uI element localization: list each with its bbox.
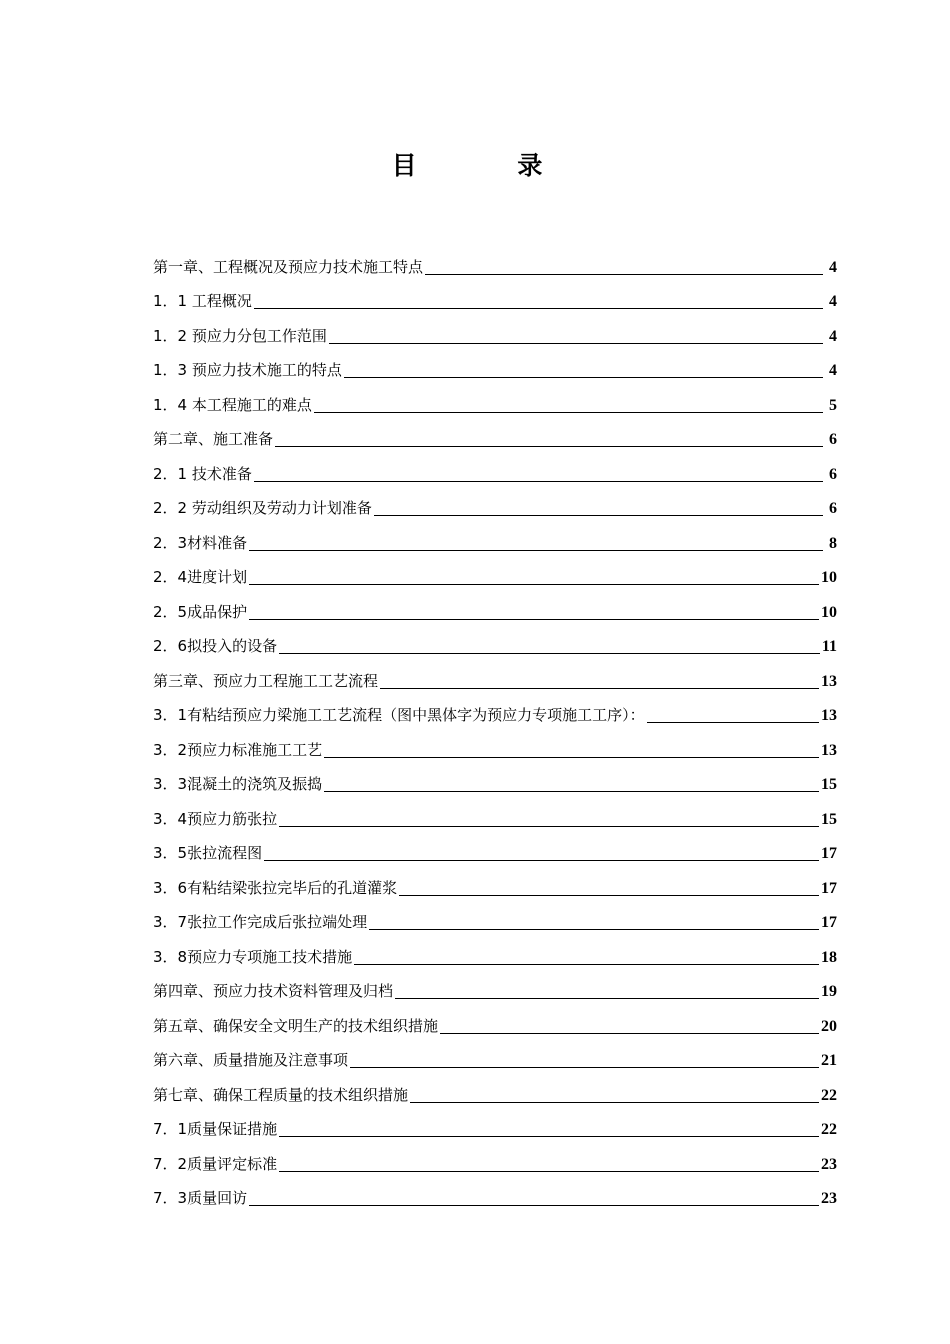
toc-entry-label: 第七章、确保工程质量的技术组织措施 <box>153 1085 409 1104</box>
toc-entry[interactable] <box>153 418 837 453</box>
toc-entry[interactable] <box>153 1177 837 1212</box>
toc-entry[interactable] <box>153 763 837 798</box>
toc-leader-line <box>249 619 819 620</box>
toc-entry-page-number: 6 <box>829 431 837 448</box>
toc-entry-page-number: 4 <box>829 362 837 379</box>
toc-entry-label: 第五章、确保安全文明生产的技术组织措施 <box>153 1016 439 1035</box>
toc-entry-label: 1．4 本工程施工的难点 <box>153 395 312 414</box>
toc-entry-label: 7．3质量回访 <box>153 1189 248 1207</box>
toc-entry-page-number: 10 <box>821 569 837 586</box>
toc-leader-line <box>279 1171 819 1172</box>
toc-leader-line <box>279 653 820 654</box>
toc-entry[interactable] <box>153 970 837 1005</box>
toc-entry-page-number: 8 <box>829 534 837 552</box>
toc-entry[interactable] <box>153 521 837 556</box>
toc-leader-line <box>329 343 823 344</box>
toc-entry-page-number: 17 <box>821 914 837 931</box>
toc-entry[interactable] <box>153 590 837 625</box>
toc-entry-label: 第二章、施工准备 <box>153 430 274 448</box>
toc-entry-label: 第四章、预应力技术资料管理及归档 <box>153 982 394 1000</box>
toc-leader-line <box>264 860 819 861</box>
toc-entry-page-number: 10 <box>821 603 837 621</box>
toc-leader-line <box>279 826 819 827</box>
toc-entry-page-number: 4 <box>829 258 837 276</box>
toc-entry-page-number: 18 <box>821 948 837 966</box>
toc-entry-page-number: 11 <box>821 638 837 655</box>
toc-entry-label: 3．1有粘结预应力梁施工工艺流程（图中黑体字为预应力专项施工工序）： <box>153 706 645 724</box>
toc-entry[interactable] <box>153 245 837 280</box>
toc-entry-page-number: 13 <box>821 741 837 759</box>
toc-entry[interactable] <box>153 349 837 384</box>
toc-entry[interactable] <box>153 452 837 487</box>
toc-entry[interactable] <box>153 728 837 763</box>
toc-entry-label: 2．6拟投入的设备 <box>153 637 278 655</box>
toc-entry[interactable] <box>153 866 837 901</box>
toc-entry[interactable] <box>153 1142 837 1177</box>
toc-entry[interactable] <box>153 1039 837 1074</box>
toc-entry-label: 2．3材料准备 <box>153 533 248 552</box>
toc-entry[interactable] <box>153 797 837 832</box>
toc-leader-line <box>249 550 823 551</box>
toc-entry-page-number: 17 <box>821 879 837 897</box>
toc-leader-line <box>425 274 823 275</box>
toc-entry[interactable] <box>153 935 837 970</box>
toc-list <box>153 245 837 1211</box>
toc-leader-line <box>410 1102 819 1103</box>
toc-entry-label: 3．5张拉流程图 <box>153 844 263 862</box>
toc-entry-page-number: 17 <box>821 845 837 862</box>
toc-entry-label: 3．2预应力标准施工工艺 <box>153 740 323 759</box>
toc-leader-line <box>369 929 819 930</box>
toc-entry[interactable] <box>153 1073 837 1108</box>
toc-entry-page-number: 19 <box>821 983 837 1000</box>
toc-leader-line <box>354 964 819 965</box>
toc-entry-page-number: 13 <box>821 707 837 724</box>
toc-entry-page-number: 4 <box>829 293 837 310</box>
toc-entry-label: 第六章、质量措施及注意事项 <box>153 1051 349 1069</box>
toc-entry-label: 3．6有粘结梁张拉完毕后的孔道灌浆 <box>153 878 398 897</box>
toc-entry-label: 3．7张拉工作完成后张拉端处理 <box>153 913 368 931</box>
toc-entry[interactable] <box>153 694 837 729</box>
toc-entry[interactable] <box>153 487 837 522</box>
toc-entry-label: 2．4进度计划 <box>153 568 248 586</box>
toc-leader-line <box>279 1136 819 1137</box>
toc-entry-label: 1．1 工程概况 <box>153 292 252 310</box>
toc-leader-line <box>324 757 819 758</box>
toc-entry-page-number: 23 <box>821 1190 837 1207</box>
toc-title: 目 录 <box>391 151 589 180</box>
toc-leader-line <box>254 481 823 482</box>
toc-entry-label: 3．3混凝土的浇筑及振捣 <box>153 775 323 793</box>
toc-entry[interactable] <box>153 901 837 936</box>
toc-leader-line <box>374 515 823 516</box>
toc-entry-page-number: 21 <box>821 1052 837 1069</box>
toc-entry-label: 第一章、工程概况及预应力技术施工特点 <box>153 257 424 276</box>
toc-entry-page-number: 22 <box>821 1086 837 1104</box>
toc-entry-label: 7．2质量评定标准 <box>153 1154 278 1173</box>
toc-leader-line <box>314 412 823 413</box>
toc-leader-line <box>324 791 819 792</box>
toc-leader-line <box>249 1205 819 1206</box>
toc-leader-line <box>395 998 819 999</box>
toc-entry-label: 1．2 预应力分包工作范围 <box>153 326 327 345</box>
toc-leader-line <box>440 1033 819 1034</box>
toc-entry-label: 2．2 劳动组织及劳动力计划准备 <box>153 499 372 517</box>
toc-entry-label: 2．5成品保护 <box>153 602 248 621</box>
toc-leader-line <box>350 1067 819 1068</box>
toc-entry[interactable] <box>153 1108 837 1143</box>
toc-entry-page-number: 15 <box>821 810 837 828</box>
toc-entry-label: 1．3 预应力技术施工的特点 <box>153 361 342 379</box>
toc-entry-page-number: 6 <box>829 500 837 517</box>
toc-entry[interactable] <box>153 1004 837 1039</box>
toc-entry-page-number: 13 <box>821 672 837 690</box>
toc-leader-line <box>399 895 819 896</box>
toc-entry-page-number: 5 <box>829 396 837 414</box>
toc-entry[interactable] <box>153 625 837 660</box>
toc-entry-page-number: 15 <box>821 776 837 793</box>
toc-entry-page-number: 6 <box>829 465 837 483</box>
toc-leader-line <box>380 688 819 689</box>
toc-entry-page-number: 22 <box>821 1121 837 1138</box>
toc-entry-label: 3．4预应力筋张拉 <box>153 809 278 828</box>
toc-entry-page-number: 23 <box>821 1155 837 1173</box>
toc-entry[interactable] <box>153 556 837 591</box>
toc-leader-line <box>647 722 819 723</box>
toc-entry-page-number: 20 <box>821 1017 837 1035</box>
toc-leader-line <box>344 377 823 378</box>
toc-leader-line <box>275 446 823 447</box>
toc-leader-line <box>249 584 819 585</box>
toc-entry[interactable] <box>153 314 837 349</box>
toc-entry[interactable] <box>153 383 837 418</box>
toc-entry[interactable] <box>153 832 837 867</box>
toc-entry-label: 2．1 技术准备 <box>153 464 252 483</box>
toc-entry-label: 第三章、预应力工程施工工艺流程 <box>153 671 379 690</box>
toc-leader-line <box>254 308 823 309</box>
toc-entry-page-number: 4 <box>829 327 837 345</box>
toc-entry[interactable] <box>153 280 837 315</box>
toc-entry-label: 3．8预应力专项施工技术措施 <box>153 947 353 966</box>
toc-entry-label: 7．1质量保证措施 <box>153 1120 278 1138</box>
toc-entry[interactable] <box>153 659 837 694</box>
